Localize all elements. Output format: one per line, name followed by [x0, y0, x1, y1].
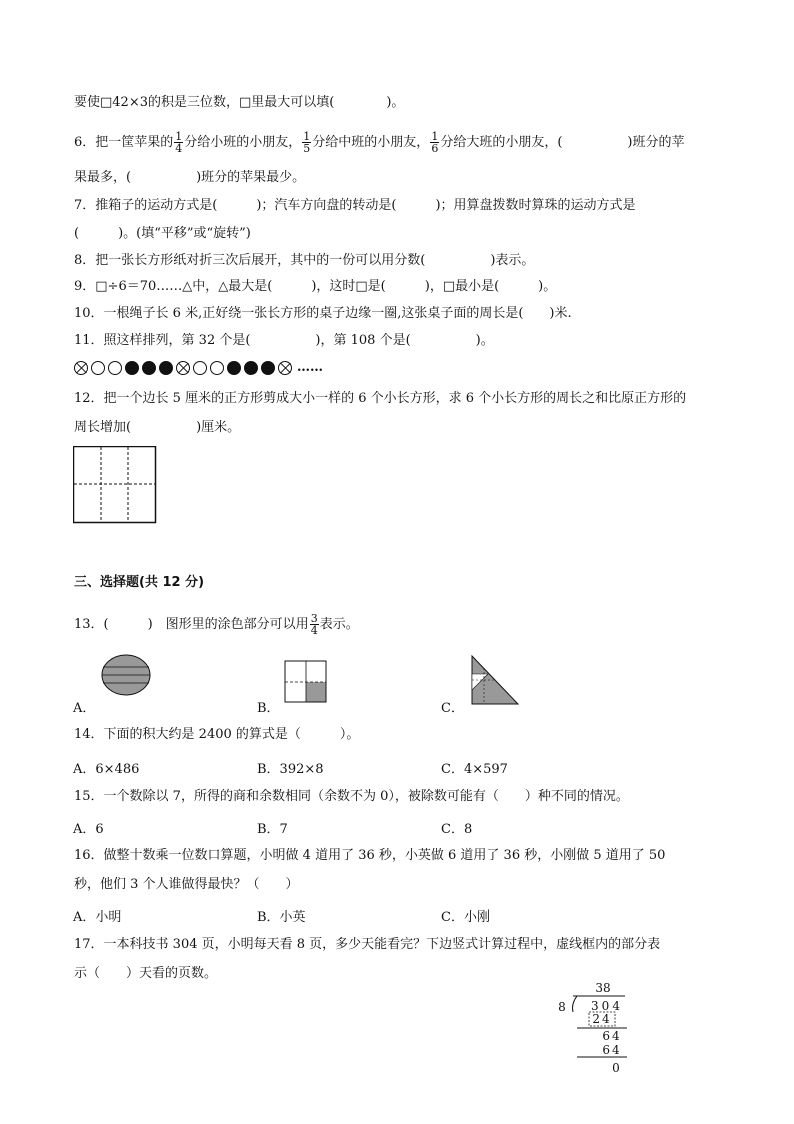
- figure-a-circle: [100, 654, 152, 696]
- fraction-1-5: $\frac{1}{5}$: [303, 130, 311, 155]
- q13-stem: [74, 613, 359, 636]
- q15-option-c[interactable]: C．8: [441, 822, 473, 837]
- q9: 9．□÷6＝70……△中，△最大是( )，这时□是( )，□最小是( )。: [74, 279, 557, 294]
- sequence-symbol-empty: [91, 361, 105, 375]
- q16-option-b[interactable]: B．小英: [257, 910, 306, 925]
- fraction-1-4: $\frac{1}{4}$: [175, 130, 183, 155]
- square-cut-figure: [73, 446, 157, 524]
- q6-text-d: 分给大班的小朋友，( )班分的苹: [440, 135, 685, 150]
- division-divisor: 8: [558, 1000, 566, 1014]
- q13-option-b[interactable]: B．: [257, 701, 280, 716]
- division-remainder: 0: [612, 1061, 620, 1075]
- division-step3: 64: [602, 1043, 622, 1057]
- q6-text-a: 6．把一筐苹果的: [74, 135, 174, 150]
- q12-line1: 12．把一个边长 5 厘米的正方形剪成大小一样的 6 个小长方形，求 6 个小长方形的周长之和比原正方形的: [74, 391, 687, 406]
- q16-option-c[interactable]: C．小刚: [441, 910, 490, 925]
- q13-option-c[interactable]: C．: [441, 701, 464, 716]
- q6-line1: [74, 131, 684, 154]
- q13-text-a: 13．( ) 图形里的涂色部分可以用: [74, 617, 309, 632]
- sequence-symbol-filled: [125, 361, 139, 375]
- ellipsis: ……: [297, 360, 323, 375]
- q7-line2: ( )。(填“平移”或“旋转”): [74, 226, 251, 241]
- division-dividend: 304: [591, 999, 623, 1013]
- q6-text-c: 分给中班的小朋友，: [312, 135, 430, 150]
- q6-text-b: 分给小班的小朋友，: [184, 135, 302, 150]
- sequence-symbol-filled: [159, 361, 173, 375]
- division-quotient: 38: [595, 981, 611, 995]
- sequence-symbol-cross: [176, 361, 190, 375]
- q14-stem: 14．下面的积大约是 2400 的算式是（ ）。: [74, 727, 360, 742]
- section-3-title: 三、选择题(共 12 分): [74, 575, 205, 590]
- q14-option-c[interactable]: C．4×597: [441, 762, 508, 777]
- division-step2: 64: [602, 1029, 622, 1043]
- q17-line1: 17．一本科技书 304 页，小明每天看 8 页，多少天能看完？下边竖式计算过程中，虚线框内的部分表: [74, 937, 661, 952]
- sequence-symbol-cross: [278, 361, 292, 375]
- sequence-symbol-empty: [210, 361, 224, 375]
- sequence-symbol-empty: [108, 361, 122, 375]
- figure-b-square: [284, 660, 328, 704]
- q12-line2: 周长增加( )厘米。: [74, 420, 241, 435]
- q14-option-b[interactable]: B．392×8: [257, 762, 324, 777]
- q5-continuation: 要使□42×3的积是三位数，□里最大可以填( )。: [74, 95, 405, 110]
- q16-line1: 16．做整十数乘一位数口算题，小明做 4 道用了 36 秒，小英做 6 道用了 36 秒，小刚做 5 道用了 50: [74, 848, 666, 863]
- sequence-symbol-cross: [74, 361, 88, 375]
- long-division: [545, 978, 635, 1078]
- q8: 8．把一张长方形纸对折三次后展开，其中的一份可以用分数( )表示。: [74, 253, 535, 268]
- sequence-symbol-filled: [227, 361, 241, 375]
- q13-text-b: 表示。: [319, 617, 359, 632]
- q16-line2: 秒，他们 3 个人谁做得最快？（ ）: [74, 877, 299, 892]
- q11-symbol-sequence: [74, 360, 323, 375]
- q11: 11．照这样排列，第 32 个是( )，第 108 个是( )。: [74, 333, 494, 348]
- q13-option-a[interactable]: A．: [73, 701, 96, 716]
- sequence-symbol-filled: [244, 361, 258, 375]
- fraction-1-6: $\frac{1}{6}$: [431, 130, 439, 155]
- q6-line2: 果最多，( )班分的苹果最少。: [74, 170, 306, 185]
- fraction-3-4: $\frac{3}{4}$: [310, 612, 318, 637]
- q15-stem: 15．一个数除以 7，所得的商和余数相同（余数不为 0），被除数可能有（ ）种不同的情况。: [74, 789, 629, 804]
- sequence-symbol-filled: [261, 361, 275, 375]
- sequence-symbol-filled: [142, 361, 156, 375]
- q15-option-b[interactable]: B．7: [257, 822, 288, 837]
- sequence-symbol-empty: [193, 361, 207, 375]
- q7-line1: 7．推箱子的运动方式是( )；汽车方向盘的转动是( )；用算盘拨数时算珠的运动方式是: [74, 198, 636, 213]
- q10: 10．一根绳子长 6 米,正好绕一张长方形的桌子边缘一圈,这张桌子面的周长是( )米.: [74, 306, 572, 321]
- division-step1: 24: [592, 1012, 612, 1026]
- q17-line2: 示（ ）天看的页数。: [74, 966, 218, 981]
- figure-c-triangle: [470, 654, 520, 706]
- q16-option-a[interactable]: A．小明: [73, 910, 122, 925]
- q15-option-a[interactable]: A．6: [73, 822, 104, 837]
- q14-option-a[interactable]: A．6×486: [73, 762, 140, 777]
